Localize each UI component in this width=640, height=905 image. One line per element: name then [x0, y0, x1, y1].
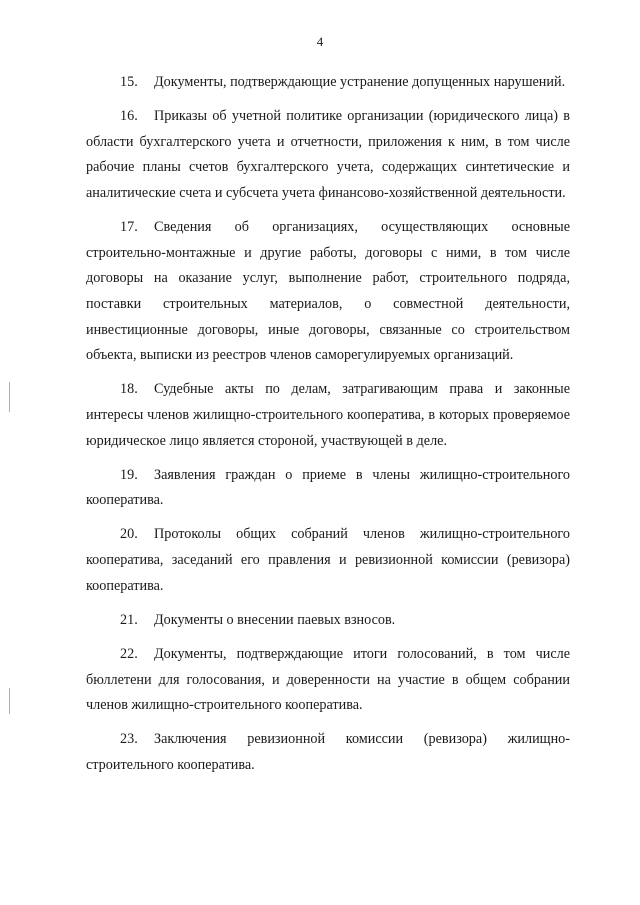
item-number: 15. — [120, 74, 138, 90]
item-number: 17. — [120, 219, 138, 236]
list-item — [86, 104, 570, 206]
item-text: Заключения ревизионной комиссии (ревизора) жилищно-строительного кооператива. — [86, 731, 570, 773]
item-number: 18. — [120, 381, 138, 398]
item-number: 19. — [120, 466, 138, 483]
item-text: Приказы об учетной политике организации (юридического лица) в области бухгалтерского учета и отчетности, приложения к ним, в том числе рабочие планы счетов бухгалтерского учета, содержащих синтетические и аналитические счета и субсчета учета финансово-хозяйственной деятельности. — [86, 108, 570, 201]
item-text: Документы, подтверждающие итоги голосований, в том числе бюллетени для голосования, и доверенности на участие в общем собрании членов жилищно-строительного кооператива. — [86, 646, 570, 714]
list-item — [86, 522, 570, 599]
item-number: 22. — [120, 646, 138, 663]
scan-margin-mark — [9, 382, 10, 412]
item-text: Документы, подтверждающие устранение допущенных нарушений. — [154, 74, 566, 90]
list-item — [86, 463, 570, 514]
item-text: Сведения об организациях, осуществляющих основные строительно-монтажные и другие работы, договоры с ними, в том числе договоры на оказание услуг, выполнение работ, строительного подряда, поставки строительных материалов, о совместной деятельности, инвестиционные договоры, иные договоры, связанные со строительством объекта, выписки из реестров членов саморегулируемых организаций. — [86, 219, 570, 364]
list-item — [86, 70, 570, 96]
item-number: 23. — [120, 731, 138, 748]
list-item — [86, 727, 570, 778]
item-number: 20. — [120, 526, 138, 543]
item-text: Заявления граждан о приеме в члены жилищно-строительного кооператива. — [86, 466, 570, 509]
item-number: 16. — [120, 108, 138, 125]
scan-margin-mark — [9, 688, 10, 714]
document-body — [86, 70, 570, 787]
item-number: 21. — [120, 611, 138, 628]
item-text: Документы о внесении паевых взносов. — [154, 611, 396, 628]
item-text: Протоколы общих собраний членов жилищно-строительного кооператива, заседаний его правления и ревизионной комиссии (ревизора) кооператива. — [86, 526, 570, 594]
list-item — [86, 215, 570, 369]
page-number: 4 — [316, 34, 324, 49]
list-item — [86, 608, 570, 634]
list-item — [86, 642, 570, 719]
list-item — [86, 377, 570, 454]
item-text: Судебные акты по делам, затрагивающим права и законные интересы членов жилищно-строительного кооператива, в которых проверяемое юридическое лицо является стороной, участвующей в деле. — [86, 381, 570, 449]
